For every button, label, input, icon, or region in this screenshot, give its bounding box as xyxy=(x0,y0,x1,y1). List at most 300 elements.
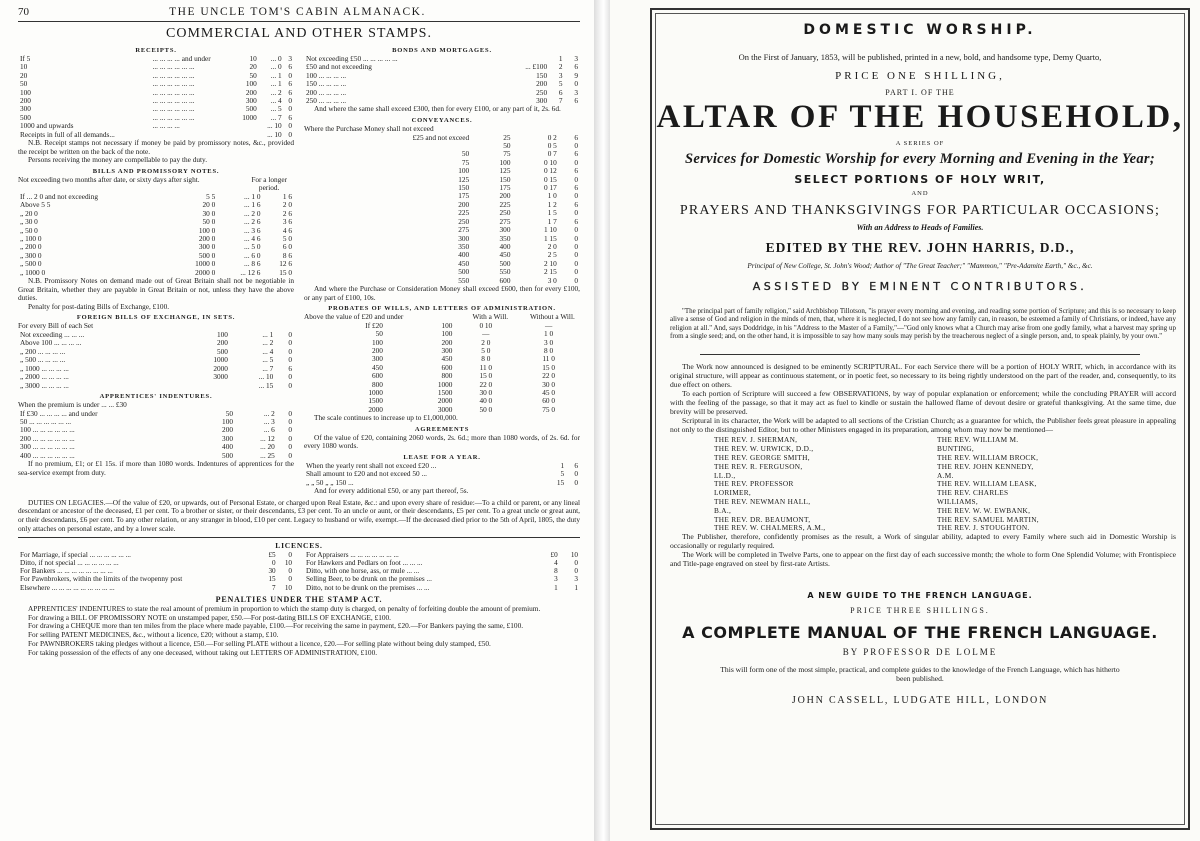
table-cell: 0 xyxy=(272,558,276,567)
table-cell: 75 0 xyxy=(542,404,555,414)
table-cell: 50 xyxy=(20,79,28,89)
table-cell: 4 6 xyxy=(282,225,292,235)
table-cell: 2 15 xyxy=(544,267,557,277)
editor-line: EDITED BY THE REV. JOHN HARRIS, D.D., xyxy=(765,240,1075,255)
table-cell: 30 0 xyxy=(542,379,555,389)
table-cell: ... 4 xyxy=(262,346,274,356)
table-cell: 1 5 xyxy=(547,208,557,218)
receipts-title: RECEIPTS. xyxy=(135,47,177,54)
table-row xyxy=(304,551,580,559)
penalty-item: For PAWNBROKERS taking pledges without a licence, £50.—For selling PLATE without a licence, £20.—For selling plate without being duly stamped, £50. xyxy=(28,638,491,648)
table-cell: ... 0 xyxy=(270,54,282,63)
table-cell: 0 xyxy=(288,96,292,106)
table-cell: ... 15 xyxy=(258,380,274,390)
probates-without-head: Without a Will. xyxy=(529,312,575,322)
table-cell: 150 xyxy=(499,174,511,184)
table-row xyxy=(18,551,294,559)
table-cell: Elsewhere ... ... ... ... ... ... ... ... ... xyxy=(20,583,115,592)
table-cell: 0 xyxy=(288,442,292,452)
and-line: AND xyxy=(911,190,929,197)
table-cell: 300 xyxy=(20,104,31,114)
table-cell: — xyxy=(544,320,553,330)
table-cell: 800 xyxy=(371,379,383,389)
table-cell: „ 2000 ... ... ... ... xyxy=(20,372,69,382)
french-manual-title: A COMPLETE MANUAL OF THE FRENCH LANGUAGE. xyxy=(682,622,1158,642)
table-row xyxy=(18,584,294,592)
table-cell: ... £100 xyxy=(525,62,548,72)
clergy-name: THE REV. W. CHALMERS, A.M., xyxy=(714,523,826,533)
table-cell: 1 xyxy=(574,583,578,592)
table-cell: ... ... ... ... ... ... xyxy=(152,104,195,114)
table-cell: 40 0 xyxy=(479,396,493,406)
table-cell: 0 12 xyxy=(544,166,557,176)
bonds-note: And where the same shall exceed £300, then for every £100, or any part of it, 2s. 6d. xyxy=(314,104,561,114)
table-cell: 0 xyxy=(288,104,292,114)
table-cell: For Hawkers and Pedlars on foot ... ... ... xyxy=(306,558,423,567)
table-cell: 3000 xyxy=(437,404,453,414)
table-cell: 6 xyxy=(574,132,578,142)
penalty-item: For selling PATENT MEDICINES, &c., without a licence, £20; without a stamp, £10. xyxy=(28,630,279,640)
table-cell: 100 xyxy=(458,166,470,176)
table-cell: 22 0 xyxy=(479,379,493,389)
lease-table xyxy=(304,462,580,487)
table-cell: 0 xyxy=(574,141,578,151)
table-cell: ... 1 6 xyxy=(244,200,261,210)
table-cell: 1 xyxy=(558,54,563,63)
table-row xyxy=(304,142,580,150)
table-cell: 5 0 xyxy=(481,345,491,355)
clergy-name: THE REV. WILLIAM LEASK, xyxy=(937,479,1037,489)
table-cell: 6 xyxy=(574,216,578,226)
table-cell: 6 xyxy=(574,183,578,193)
table-cell: 1 2 xyxy=(547,199,557,209)
clergy-name: THE REV. PROFESSOR LORIMER, xyxy=(714,479,794,498)
table-cell: 0 2 xyxy=(547,132,557,142)
licences-table-left xyxy=(18,551,294,592)
clergy-name: THE REV. CHARLES WILLIAMS, xyxy=(937,488,1009,507)
table-cell: 800 xyxy=(441,371,453,381)
table-cell: ... ... ... ... ... ... xyxy=(152,62,195,72)
table-row xyxy=(18,575,294,583)
altar-title: ALTAR OF THE HOUSEHOLD, xyxy=(656,99,1184,135)
table-cell: 200 xyxy=(371,345,383,355)
table-cell: Not exceeding ... ... ... xyxy=(20,330,85,340)
closing-paragraph: The Work will be completed in Twelve Parts, one to appear on the first day of each successive month; the whole to form One Splendid Volume; with Frontispiece and Title-page engraved on steel by first-rate Artists. xyxy=(670,550,1176,568)
table-cell: — xyxy=(482,329,490,339)
table-row xyxy=(304,192,580,200)
table-cell: 200 ... ... ... ... xyxy=(306,87,347,97)
table-cell: 2 10 xyxy=(544,258,557,268)
series-line: A SERIES OF xyxy=(895,140,945,147)
penalty-item: For taking possession of the effects of any one deceased, without taking out LETTERS OF ADMINISTRATION, £100. xyxy=(28,647,378,657)
table-cell: ... 4 xyxy=(270,96,282,106)
table-cell: ... 7 xyxy=(270,112,282,122)
table-cell: 450 xyxy=(458,258,470,268)
table-cell: 0 xyxy=(288,408,292,418)
table-cell: ... ... ... ... ... ... xyxy=(152,79,195,89)
table-cell: 10 xyxy=(20,62,28,72)
table-cell: 100 xyxy=(371,337,383,347)
table-cell: 100 xyxy=(222,416,233,426)
table-cell: 0 xyxy=(574,79,578,89)
table-cell: 0 xyxy=(288,550,292,559)
table-cell: £0 xyxy=(550,550,558,559)
clergy-name: THE REV. J. SHERMAN, xyxy=(714,435,798,445)
table-cell: ... 4 6 xyxy=(244,234,261,244)
table-cell: ... 2 xyxy=(262,338,274,348)
lease-title: LEASE FOR A YEAR. xyxy=(403,453,481,461)
table-cell: 0 xyxy=(574,250,578,260)
table-cell: 500 xyxy=(216,346,228,356)
table-cell: 2 0 xyxy=(481,337,491,347)
table-cell: 20 xyxy=(20,70,28,80)
table-cell: Ditto, if not special ... ... ... ... ... ... xyxy=(20,558,119,567)
apprentices-title: APPRENTICES' INDENTURES. xyxy=(99,392,213,400)
table-cell: 75 xyxy=(461,157,470,167)
table-cell: 60 0 xyxy=(542,396,555,406)
table-cell: 6 xyxy=(574,166,578,176)
french-price-line: PRICE THREE SHILLINGS. xyxy=(850,605,990,615)
table-cell: 20 0 xyxy=(202,200,216,210)
table-cell: 6 xyxy=(574,149,578,159)
table-cell: For Appraisers ... ... ... ... ... ... ... xyxy=(306,550,399,559)
table-cell: 600 xyxy=(499,275,511,285)
table-cell: 50 xyxy=(461,149,470,159)
probates-intro: Above the value of £20 and under xyxy=(304,312,404,322)
table-cell: 200 xyxy=(216,338,228,348)
table-cell: 3 xyxy=(558,70,563,80)
page-number: 70 xyxy=(18,6,29,18)
divider xyxy=(700,354,1140,355)
table-cell: When the yearly rent shall not exceed £20 ... xyxy=(306,460,437,470)
clergy-name: THE REV. SAMUEL MARTIN, xyxy=(937,514,1039,524)
table-cell: 2 5 xyxy=(547,250,557,260)
table-cell: 15 0 xyxy=(479,371,493,381)
table-cell: Above 100 ... ... ... ... xyxy=(20,338,82,348)
table-cell: 5 0 xyxy=(282,234,292,244)
table-cell: 600 xyxy=(371,371,383,381)
body-paragraph: Scriptural in its character, the Work will be adapted to all sections of the Cristian Church; as a guarantee for which, the Publisher feels great pleasure in appealing not only to the distinguished Editor, but to other Ministers engaged in its preparation, among whom may now be mentioned— xyxy=(670,415,1176,434)
table-cell: 300 xyxy=(371,354,383,364)
table-cell xyxy=(185,382,230,390)
table-cell: 3000 xyxy=(213,372,228,382)
table-cell: 1000 0 xyxy=(195,259,216,269)
left-page xyxy=(0,0,594,841)
table-row xyxy=(304,251,580,259)
table-cell: 300 xyxy=(499,225,511,235)
conveyances-table xyxy=(304,134,580,285)
penalty-item: For drawing a CHEQUE more than ten miles from the place where made payable, £100.—For receiving the same in payment, £20.—For Bankers paying the same, £100. xyxy=(28,621,524,631)
table-cell: 300 xyxy=(222,433,233,443)
table-row xyxy=(304,150,580,158)
table-cell: 10 xyxy=(249,54,257,63)
bills-note: Penalty for post-dating Bills of Exchange, £100. xyxy=(28,301,170,311)
table-cell: „ „ 50 „ „ 150 ... xyxy=(306,477,354,487)
apprentices-table xyxy=(18,410,294,460)
table-cell: 0 xyxy=(574,477,578,487)
prayers-line: PRAYERS AND THANKSGIVINGS FOR PARTICULAR OCCASIONS; xyxy=(679,203,1161,218)
table-cell: 6 xyxy=(574,62,578,72)
table-cell: „ 300 0 xyxy=(20,250,42,260)
table-cell: 500 xyxy=(20,112,31,122)
table-cell: 0 xyxy=(288,338,292,348)
clergy-name: THE REV. GEORGE SMITH, xyxy=(714,453,810,463)
address-line: With an Address to Heads of Families. xyxy=(856,223,984,232)
table-cell: 100 xyxy=(20,87,31,97)
stamps-columns xyxy=(18,44,580,496)
table-cell: 1000 xyxy=(242,112,257,122)
table-cell: 350 xyxy=(499,233,511,243)
body-paragraph: To each portion of Scripture will succeed a few OBSERVATIONS, by way of popular explanation or enforcement; while the concluding PRAYER will accord with the feeling of the passage, so that it may act as fuel to kindle or sustain the hallowed flame of devout desire or grateful thanksgiving. At the same time, due brevity will be preserved. xyxy=(670,388,1176,416)
table-cell: 2 xyxy=(558,62,563,72)
table-cell: 2 0 xyxy=(282,200,292,210)
table-cell: ... 2 6 xyxy=(244,217,261,227)
table-cell: 150 xyxy=(536,70,548,80)
table-cell: 8 0 xyxy=(481,354,491,364)
table-cell: If £20 xyxy=(365,320,383,330)
table-cell: 2000 xyxy=(213,363,228,373)
table-cell: 0 xyxy=(574,241,578,251)
table-cell: ... 10 xyxy=(258,372,274,382)
probates-table xyxy=(304,322,580,414)
table-cell: 225 xyxy=(499,199,511,209)
tillotson-quote: "The principal part of family religion," said Archbishop Tillotson, "is prayer every morning and evening, and reading some portion of Scripture; and this is so necessary to keep alive a sense of God and religion in the minds of men, that, where it is neglected, I do not see how any family can, in reason, be esteemed a family of Christians, or indeed, have any religion at all." And, says Doddridge, in his "Address to the Master of a Family,"—"God only knows what a Church may arise from one godly family, what a harvest may spring up from a single seed; and, on the other hand, it is impossible to say how many souls may perish by the treacherous neglect of a single person, and, to speak plainly, by your own." xyxy=(670,307,1176,340)
table-cell: ... 2 xyxy=(270,87,282,97)
select-portions: SELECT PORTIONS OF HOLY WRIT, xyxy=(794,173,1046,186)
table-row xyxy=(18,382,294,390)
table-cell: 500 xyxy=(458,267,470,277)
table-cell: 1 xyxy=(560,460,565,470)
table-cell: 9 xyxy=(574,70,578,80)
table-cell: 300 0 xyxy=(198,242,216,252)
licences-columns xyxy=(18,551,580,592)
table-cell: 1 10 xyxy=(544,225,557,235)
table-row xyxy=(304,567,580,575)
table-cell: 1 7 xyxy=(547,216,557,226)
table-cell: 15 0 xyxy=(542,362,555,372)
table-cell xyxy=(304,142,471,150)
table-cell: 100 ... ... ... ... xyxy=(306,70,347,80)
table-cell: ... ... ... ... ... ... xyxy=(152,96,195,106)
table-row xyxy=(304,260,580,268)
table-row xyxy=(18,559,294,567)
table-cell: 30 0 xyxy=(202,208,216,218)
table-cell: „ 50 0 xyxy=(20,225,38,235)
table-cell: 200 xyxy=(458,199,470,209)
table-cell: Ditto, not to be drunk on the premises ... ... xyxy=(306,583,430,592)
table-cell: 100 xyxy=(245,79,257,89)
table-cell: 25 xyxy=(503,132,511,142)
table-cell: 200 xyxy=(20,96,31,106)
table-cell: 1500 xyxy=(437,387,453,397)
table-cell: 450 xyxy=(499,250,511,260)
table-cell: 550 xyxy=(499,267,511,277)
stamps-column-left xyxy=(18,44,294,496)
table-cell: 0 xyxy=(288,575,292,584)
agreements-title: AGREEMENTS xyxy=(414,425,470,433)
table-cell: 15 0 xyxy=(279,267,292,277)
table-cell: 200 xyxy=(245,87,257,97)
table-cell xyxy=(234,122,259,130)
table-cell: 3 0 xyxy=(547,275,557,285)
table-cell: ... 12 6 xyxy=(240,267,261,277)
right-page xyxy=(610,0,1200,841)
table-cell: 550 xyxy=(458,275,470,285)
table-cell: 0 10 xyxy=(479,320,493,330)
apprentices-intro: When the premium is under ... ... £30 xyxy=(18,399,127,409)
table-cell: 0 xyxy=(288,346,292,356)
penalties-title: PENALTIES UNDER THE STAMP ACT. xyxy=(215,595,383,605)
table-cell: 10 xyxy=(570,550,578,559)
table-row xyxy=(304,184,580,192)
table-cell: „ 1000 ... ... ... ... xyxy=(20,363,69,373)
table-cell: 50 xyxy=(225,408,233,418)
foreign-intro: For every Bill of each Set xyxy=(18,321,94,331)
table-cell: 6 xyxy=(574,96,578,106)
foreign-table xyxy=(18,331,294,390)
table-cell: „ 500 0 xyxy=(20,259,42,269)
table-cell: 1 0 xyxy=(544,329,554,339)
table-row xyxy=(304,559,580,567)
table-cell: 1000 and upwards xyxy=(20,121,74,131)
table-cell: 7 xyxy=(558,96,563,106)
table-cell: ... 2 0 xyxy=(244,208,261,218)
table-cell: ... 2 xyxy=(263,408,275,418)
table-cell: „ 1000 0 xyxy=(20,267,46,277)
clergy-name: THE REV. NEWMAN HALL, B.A., xyxy=(714,497,811,515)
table-cell: 2000 0 xyxy=(195,267,216,277)
table-cell: 50 ... ... ... ... ... ... xyxy=(20,416,72,426)
stamps-column-right xyxy=(304,44,580,496)
receipts-note: Persons receiving the money are compellable to pay the duty. xyxy=(28,155,208,165)
french-description: This will form one of the most simple, practical, and complete guides to the knowledge of the French Language, which has hitherto been published. xyxy=(720,664,1120,683)
table-cell: ... 6 0 xyxy=(244,250,261,260)
clergy-name: THE REV. W. URWICK, D.D., xyxy=(714,444,814,454)
clergy-column-right xyxy=(937,436,1160,533)
table-cell: 3 xyxy=(574,87,578,97)
table-cell: ... ... ... ... and under xyxy=(152,54,211,63)
table-cell: 1 15 xyxy=(544,233,557,243)
table-cell: ... 5 xyxy=(270,104,282,114)
table-cell: 300 xyxy=(536,96,548,106)
table-cell: 0 7 xyxy=(547,149,557,159)
table-cell: 0 15 xyxy=(544,174,557,184)
table-row xyxy=(304,575,580,583)
legacies-paragraph: DUTIES ON LEGACIES.—Of the value of £20, or upwards, out of Personal Estate, or charged upon Real Estate, &c.: and upon every share of residue:—To a child or parent, or any lineal descendant or ancestor of the deceased, £1 per cent. To a brother or sister, or their descendants, £3 per cent. To an uncle or aunt, or their descendants, £5 per cent. To a great uncle or great aunt, or their descendants, £6 per cent. To any other relation, or any stranger in blood, £10 per cent. Legacy to husband or wife, exempt.—If the deceased died prior to the 5th of April, 1805, the duty only attaches on personal estate, and by a lower scale. xyxy=(18,497,580,533)
table-cell: 125 xyxy=(499,166,511,176)
table-cell: 0 17 xyxy=(544,183,557,193)
table-cell: ... 5 0 xyxy=(244,242,261,252)
licences-table-right xyxy=(304,551,580,592)
table-cell: 12 6 xyxy=(279,259,292,269)
table-cell: 75 xyxy=(503,149,511,159)
table-cell: 0 xyxy=(288,425,292,435)
table-cell: 2000 xyxy=(368,404,383,414)
table-cell: ... 0 xyxy=(270,62,282,72)
table-cell: 0 xyxy=(288,380,292,390)
table-cell: 3 xyxy=(574,575,578,584)
table-cell: 500 xyxy=(499,258,511,268)
table-cell: 200 ... ... ... ... ... ... xyxy=(20,433,75,443)
table-cell: 4 xyxy=(554,558,558,567)
stamps-heading: COMMERCIAL AND OTHER STAMPS. xyxy=(166,26,432,41)
price-line: PRICE ONE SHILLING, xyxy=(835,70,1005,82)
table-cell: 50 xyxy=(249,70,257,80)
table-cell: 0 xyxy=(574,191,578,201)
table-cell: 0 xyxy=(288,416,292,426)
penalties-list xyxy=(18,605,580,657)
bonds-title: BONDS AND MORTGAGES. xyxy=(392,47,492,54)
penalty-item: APPRENTICES' INDENTURES to state the real amount of premium in proportion to which the stamp duty is charged, on penalty of forfeiting double the amount of premium. xyxy=(28,604,541,614)
table-cell: 0 xyxy=(574,267,578,277)
table-cell: „ 500 ... ... ... ... xyxy=(20,355,66,365)
table-row xyxy=(304,235,580,243)
table-cell: 45 0 xyxy=(542,387,555,397)
table-cell: 2 0 xyxy=(547,241,557,251)
editor-credentials: Principal of New College, St. John's Wood; Author of "The Great Teacher;" "Mammon," "Pre-Adamite Earth," &c., &c. xyxy=(747,262,1093,270)
table-cell: 30 0 xyxy=(479,387,493,397)
table-cell: 15 xyxy=(268,575,276,584)
table-cell: 5 xyxy=(558,79,563,89)
table-cell: 3 xyxy=(288,54,292,63)
table-cell: If ... 2 0 and not exceeding xyxy=(20,192,99,202)
table-cell: For Pawnbrokers, within the limits of the twopenny post xyxy=(20,575,183,584)
table-cell: 300 xyxy=(245,96,257,106)
table-cell: 6 xyxy=(288,87,292,97)
table-cell: 100 xyxy=(441,320,453,330)
table-cell: ... ... ... ... ... ... xyxy=(152,70,195,80)
running-header xyxy=(18,6,580,22)
table-cell: 6 xyxy=(288,363,292,373)
table-cell: 400 ... ... ... ... ... ... xyxy=(20,450,75,460)
table-cell: 200 xyxy=(441,337,453,347)
probates-note: The scale continues to increase up to £1,000,000. xyxy=(314,413,458,423)
table-cell: ... 5 xyxy=(262,355,274,365)
clergy-column-left xyxy=(714,436,937,533)
table-cell: 0 xyxy=(288,330,292,340)
publisher-imprint: JOHN CASSELL, LUDGATE HILL, LONDON xyxy=(791,694,1049,706)
table-cell: For Bankers ... ... ... ... ... ... ... ... xyxy=(20,567,113,576)
table-cell: 0 xyxy=(288,129,292,139)
table-cell: ... 10 xyxy=(267,121,282,131)
table-cell: 3 xyxy=(554,575,558,584)
table-cell: For Marriage, if special ... ... ... ... ... ... xyxy=(20,550,131,559)
table-cell: 1 6 xyxy=(282,192,292,202)
table-cell: 175 xyxy=(499,183,511,193)
table-cell: Shall amount to £20 and not exceed 50 ... xyxy=(306,469,427,479)
table-cell: 50 0 xyxy=(479,404,493,414)
clergy-name: THE REV. J. STOUGHTON. xyxy=(937,523,1030,533)
table-cell: 300 ... ... ... ... ... ... xyxy=(20,442,75,452)
table-cell: 200 xyxy=(499,191,511,201)
table-cell: 100 0 xyxy=(198,225,216,235)
table-cell: 0 xyxy=(574,558,578,567)
table-cell: 125 xyxy=(458,174,470,184)
table-cell: 3 xyxy=(574,54,578,63)
table-cell: 0 xyxy=(288,567,292,576)
table-cell: If £30 ... ... ... ... and under xyxy=(20,408,98,418)
table-cell: £25 and not exceed xyxy=(412,132,470,142)
table-cell: 0 xyxy=(574,174,578,184)
bonds-table xyxy=(304,55,580,105)
table-cell: 0 xyxy=(574,275,578,285)
domestic-worship-title: DOMESTIC WORSHIP. xyxy=(803,22,1037,38)
table-cell: ... 6 xyxy=(263,425,275,435)
table-cell: 5 xyxy=(560,469,565,479)
table-cell: 0 xyxy=(574,469,578,479)
page-gutter xyxy=(594,0,610,841)
lease-note: And for every additional £50, or any part thereof, 5s. xyxy=(314,486,469,496)
